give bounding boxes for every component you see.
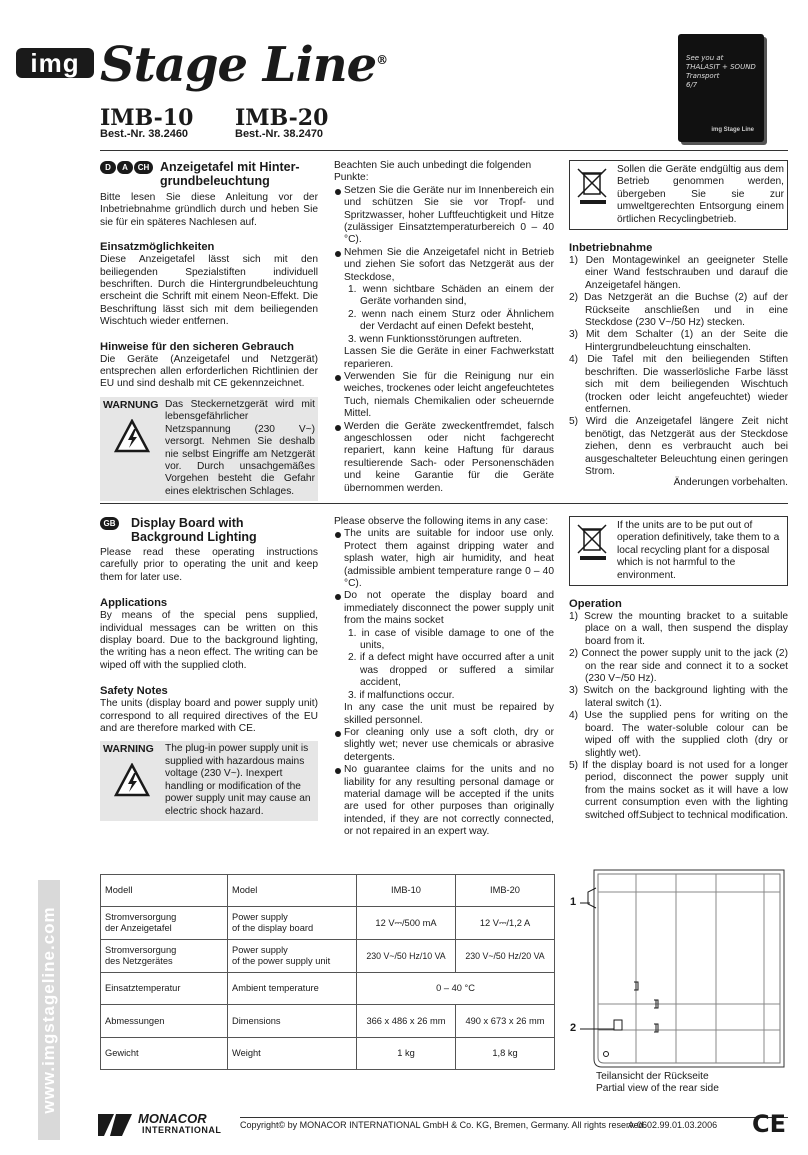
gb-bullet-3: For cleaning only use a soft cloth, dry or slightly wet; never use chemicals or abrasive detergents. xyxy=(334,727,554,764)
gb-heading xyxy=(100,516,318,544)
monacor-logo xyxy=(98,1112,238,1138)
gb-bullet-2-item-1: 1. in case of visible damage to one of the units, xyxy=(348,627,554,652)
product-image xyxy=(678,34,764,142)
gb-step-3: 3) Switch on the background lighting with the lateral switch (1). xyxy=(569,685,788,709)
de-column-3 xyxy=(569,160,788,478)
gb-changes: Subject to technical modification. xyxy=(639,810,788,821)
website-url: www.imgstageline.com xyxy=(39,906,58,1114)
bestnr-imb10: Best.-Nr. 38.2460 xyxy=(100,128,189,140)
de-step-1: 1) Den Montagewinkel an geeigneter Stelle einer Wand festschrauben und darauf die Anzeigetafel hängen. xyxy=(569,255,788,291)
de-op-heading: Inbetriebnahme xyxy=(569,242,653,255)
table-cell: Power supply of the power supply unit xyxy=(228,940,357,973)
table-row xyxy=(101,973,555,1005)
document-number: A-0602.99.01.03.2006 xyxy=(628,1120,718,1130)
product-badge: img Stage Line xyxy=(711,127,754,133)
gb-bullet-2-item-2: 2. if a defect might have occurred after a unit was dropped or suffered a similar accident, xyxy=(348,652,554,689)
table-cell: Einsatztemperatur xyxy=(101,973,228,1005)
table-cell: Dimensions xyxy=(228,1005,357,1038)
table-cell: IMB-20 xyxy=(456,875,555,907)
high-voltage-warning-icon xyxy=(114,419,150,453)
de-disposal-text: Sollen die Geräte endgültig aus dem Betrieb genommen werden, übergeben Sie sie zur umweltgerechten Entsorgung einem örtlichen Recyclingbetrieb. xyxy=(617,164,784,225)
spec-table xyxy=(100,874,555,1070)
stage-line-logo: Stage Line® xyxy=(100,37,388,93)
table-cell: Power supply of the display board xyxy=(228,907,357,940)
gb-bullet-4: No guarantee claims for the units and no liability for any resulting personal damage or material damage will be accepted if the units are used for other purposes than originally intended, if they are not correctly connected, or not repaired in an expert way. xyxy=(334,764,554,838)
de-disposal-box xyxy=(569,160,788,230)
gb-observe: Please observe the following items in any case: xyxy=(334,516,549,527)
gb-bullet-2-item-3: 3. if malfunctions occur. xyxy=(348,689,455,701)
product-screen-text: See you at THALASIT + SOUND Transport 6/7 xyxy=(686,54,756,89)
table-cell: Modell xyxy=(101,875,228,907)
model-imb10: IMB-10 xyxy=(100,105,194,131)
website-sidebar xyxy=(38,880,60,1140)
table-cell: 230 V~/50 Hz/20 VA xyxy=(456,940,555,973)
de-bullet-2: Nehmen Sie die Anzeigetafel nicht in Betrieb und ziehen Sie sofort das Netzgerät aus der Steckdose, 1. wenn sichtbare Schäden an einem der Geräte vorhanden sind, 2. wenn nach einem Sturz oder Ähnlichem der Verdacht auf einen Defekt besteht, 3. wenn Funktionsstörungen auftreten. Lassen Sie die Geräte in einer Fachwerkstatt reparieren. xyxy=(334,247,554,371)
crossed-bin-icon xyxy=(575,522,611,562)
table-cell: Model xyxy=(228,875,357,907)
table-row xyxy=(101,940,555,973)
ce-mark: CE xyxy=(752,1110,787,1138)
gb-title: Display Board with Background Lighting xyxy=(131,516,257,544)
badge-gb: GB xyxy=(100,517,119,530)
de-changes: Änderungen vorbehalten. xyxy=(673,477,788,488)
de-uses: Diese Anzeigetafel lässt sich mit den beiliegenden Spezialstiften individuell beschriften. Durch die Hintergrundbeleuchtung erscheint die Schrift mit einem Neon-Effekt. Die Beschriftung lässt sich mit dem beiliegenden Wischtuch wieder entfernen. xyxy=(100,254,318,328)
gb-warning-box xyxy=(100,741,318,820)
gb-step-1: 1) Screw the mounting bracket to a suitable place on a wall, then suspend the display board from it. xyxy=(569,611,788,647)
gb-column-1 xyxy=(100,516,318,821)
gb-step-5: 5) If the display board is not used for a longer period, disconnect the power supply unit from the mains socket as it will have a low current consumption even with the lighting switched off. xyxy=(569,759,788,821)
de-bullet-1: Setzen Sie die Geräte nur im Innenbereich ein und schützen Sie sie vor Tropf- und Spritzwasser, hoher Luftfeuchtigkeit und Hitze (zulässiger Einsatztemperaturbereich 0 – 40 °C). xyxy=(334,185,554,247)
de-intro: Bitte lesen Sie diese Anleitung vor der Inbetriebnahme gründlich durch und heben Sie sie für ein späteres Nachlesen auf. xyxy=(100,192,318,228)
de-bullet-2-end: Lassen Sie die Geräte in einer Fachwerkstatt reparieren. xyxy=(344,346,554,370)
table-cell: IMB-10 xyxy=(357,875,456,907)
table-cell: 12 V⎓/500 mA xyxy=(357,907,456,940)
gb-disposal-text: If the units are to be put out of operation definitively, take them to a local recycling plant for a disposal which is not harmful to the environment. xyxy=(617,520,780,581)
monacor-brand-sub: INTERNATIONAL xyxy=(142,1125,222,1135)
gb-bullet-2-end: In any case the unit must be repaired by skilled personnel. xyxy=(344,702,554,726)
monacor-mark-icon xyxy=(98,1114,138,1136)
table-cell: 1,8 kg xyxy=(456,1038,555,1070)
gb-column-2 xyxy=(334,516,554,839)
de-observe: Beachten Sie auch unbedingt die folgenden Punkte: xyxy=(334,160,532,184)
gb-app-heading: Applications xyxy=(100,597,168,610)
badge-d: D xyxy=(100,161,116,174)
middle-divider xyxy=(100,503,788,504)
table-cell: 1 kg xyxy=(357,1038,456,1070)
diagram-caption-de: Teilansicht der Rückseite xyxy=(596,1071,709,1082)
copyright: Copyright© by MONACOR INTERNATIONAL GmbH & Co. KG, Bremen, Germany. All rights reserved. xyxy=(240,1120,647,1130)
de-bullet-2-item-3: 3. wenn Funktionsstörungen auftreten. xyxy=(348,333,522,345)
gb-safety: The units (display board and power supply unit) correspond to all required directives of the EU and are therefore marked with CE. xyxy=(100,698,318,735)
gb-app: By means of the special pens supplied, individual messages can be written on this display board. Due to the background lighting, the writing has a neon effect. The writing can be wiped off with the supplied cloth. xyxy=(100,610,318,671)
table-cell: 12 V⎓/1,2 A xyxy=(456,907,555,940)
gb-bullet-1: The units are suitable for indoor use only. Protect them against dripping water and splash water, high air humidity, and heat (admissible ambient temperature range 0 – 40 °C). xyxy=(334,528,554,590)
diagram-label-1: 1 xyxy=(570,896,577,908)
de-bullet-2-item-2: 2. wenn nach einem Sturz oder Ähnlichem der Verdacht auf einen Defekt besteht, xyxy=(348,308,554,333)
table-cell: Abmessungen xyxy=(101,1005,228,1038)
de-warning-text: Das Steckernetzgerät wird mit lebensgefährlicher Netzspannung (230 V~) versorgt. Nehmen Sie deshalb nie selbst Eingriffe am Netzgerät vor. Durch unsachgemäßes Vorgehen besteht die Gefahr eines elektrischen Schlages. xyxy=(165,398,315,497)
de-bullet-2-item-1: 1. wenn sichtbare Schäden an einem der Geräte vorhanden sind, xyxy=(348,284,554,308)
crossed-bin-icon xyxy=(575,166,611,206)
table-cell: Stromversorgung des Netzgerätes xyxy=(101,940,228,973)
de-column-1 xyxy=(100,160,318,501)
gb-step-4: 4) Use the supplied pens for writing on the board. The water-soluble colour can be wiped off with the supplied cloth (dry or slightly wet). xyxy=(569,710,788,759)
de-step-5: 5) Wird die Anzeigetafel längere Zeit nicht benötigt, das Netzgerät aus der Steckdose ziehen, denn es verbraucht auch bei ausgeschalteter Beleuchtung einen geringen Strom. xyxy=(569,416,788,477)
de-step-2: 2) Das Netzgerät an die Buchse (2) auf der Rückseite anschließen und in eine Steckdose (230 V~/50 Hz) stecken. xyxy=(569,292,788,329)
img-logo: img xyxy=(16,48,94,78)
de-safety-heading: Hinweise für den sicheren Gebrauch xyxy=(100,340,294,353)
diagram-caption-en: Partial view of the rear side xyxy=(596,1083,719,1094)
gb-bullet-2: Do not operate the display board and immediately disconnect the power supply unit from the mains socket 1. in case of visible damage to one of the units, 2. if a defect might have occurred after a unit was dropped or suffered a similar accident, 3. if malfunctions occur. In any case the unit must be repaired by skilled personnel. xyxy=(334,590,554,726)
gb-warning-text: The plug-in power supply unit is supplied with hazardous mains voltage (230 V~). Inexpert handling or modification of the power supply unit may cause an electric shock hazard. xyxy=(165,743,311,817)
gb-disposal-box xyxy=(569,516,788,586)
footer-divider xyxy=(240,1117,788,1118)
table-cell: 490 x 673 x 26 mm xyxy=(456,1005,555,1038)
gb-op-heading: Operation xyxy=(569,598,622,611)
de-step-3: 3) Mit dem Schalter (1) an der Seite die Hintergrundbeleuchtung einschalten. xyxy=(569,329,788,353)
de-warning-box xyxy=(100,397,318,501)
high-voltage-warning-icon xyxy=(114,763,150,797)
table-cell: 230 V~/50 Hz/10 VA xyxy=(357,940,456,973)
de-safety: Die Geräte (Anzeigetafel und Netzgerät) entsprechen allen erforderlichen Richtlinien der EU und sind deshalb mit CE gekennzeichnet. xyxy=(100,353,318,390)
rear-view-diagram xyxy=(566,862,788,1070)
gb-safety-heading: Safety Notes xyxy=(100,685,168,698)
gb-warning-label: WARNING xyxy=(103,743,154,756)
monacor-brand: MONACOR xyxy=(138,1111,207,1126)
gb-step-2: 2) Connect the power supply unit to the jack (2) on the rear side and connect it to a socket (230 V~/50 Hz). xyxy=(569,648,788,685)
gb-column-3 xyxy=(569,516,788,822)
badge-a: A xyxy=(117,161,133,174)
de-bullet-3: Verwenden Sie für die Reinigung nur ein weiches, trockenes oder leicht angefeuchtetes Tuch, niemals Chemikalien oder scheuernde Mittel. xyxy=(334,371,554,421)
top-divider xyxy=(100,150,788,151)
de-heading xyxy=(100,160,318,188)
de-title: Anzeigetafel mit Hinter- grundbeleuchtung xyxy=(160,160,300,188)
badge-ch: CH xyxy=(134,161,153,174)
de-bullet-4: Werden die Geräte zweckentfremdet, falsch angeschlossen oder nicht fachgerecht repariert, kann keine Haftung für daraus resultierende Sach- oder Personenschäden und keine Garantie für die Geräte übernommen werden. xyxy=(334,421,554,495)
table-cell: Gewicht xyxy=(101,1038,228,1070)
diagram-label-2: 2 xyxy=(570,1022,577,1034)
table-cell: 366 x 486 x 26 mm xyxy=(357,1005,456,1038)
bestnr-imb20: Best.-Nr. 38.2470 xyxy=(235,128,324,140)
de-column-2 xyxy=(334,160,554,495)
de-warning-label: WARNUNG xyxy=(103,398,159,411)
table-header-row xyxy=(101,875,555,907)
model-imb20: IMB-20 xyxy=(235,105,329,131)
table-row xyxy=(101,1038,555,1070)
table-cell: Ambient temperature xyxy=(228,973,357,1005)
gb-intro: Please read these operating instructions carefully prior to operating the unit and keep them for later use. xyxy=(100,547,318,583)
table-row xyxy=(101,1005,555,1038)
table-row xyxy=(101,907,555,940)
de-step-4: 4) Die Tafel mit den beiliegenden Stiften beschriften. Die wasserlösliche Farbe lässt sich mit dem beiliegenden Wischtuch (trocken oder leicht angefeuchtet) wieder entfernen. xyxy=(569,354,788,415)
table-cell: Weight xyxy=(228,1038,357,1070)
table-cell: Stromversorgung der Anzeigetafel xyxy=(101,907,228,940)
de-uses-heading: Einsatzmöglichkeiten xyxy=(100,241,215,254)
table-cell: 0 – 40 °C xyxy=(357,973,555,1005)
